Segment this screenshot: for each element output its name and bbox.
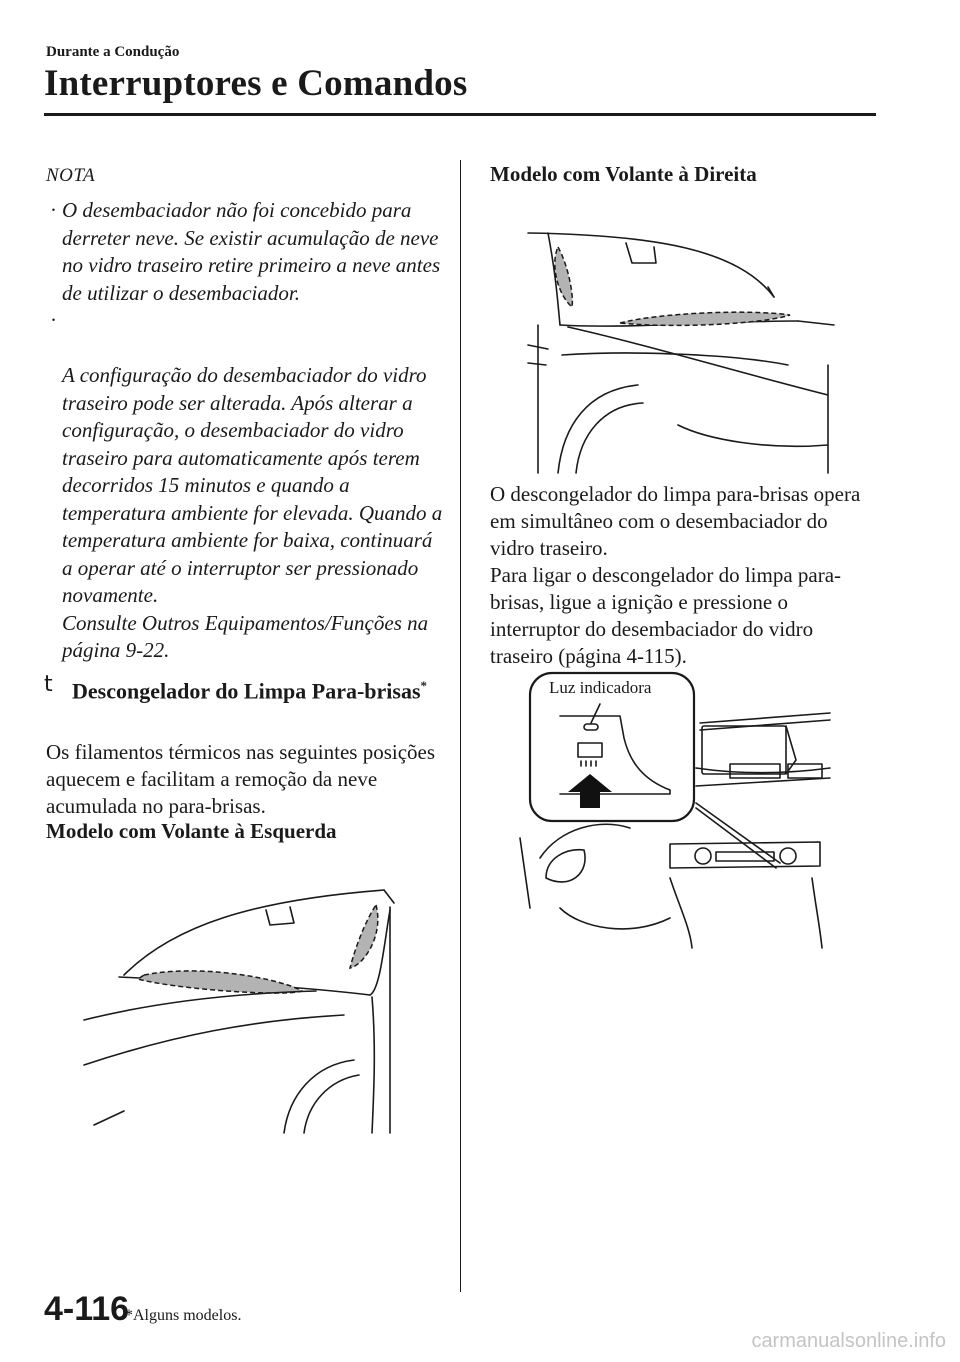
note-label: NOTA bbox=[46, 165, 96, 186]
dashboard-illustration bbox=[520, 668, 840, 948]
intro-paragraph: Os filamentos térmicos nas seguintes posições aquecem e facilitam a remoção da neve acumulada no para-brisas. bbox=[46, 740, 436, 818]
footnote: *Alguns modelos. bbox=[125, 1307, 242, 1324]
footnote-mark: * bbox=[420, 678, 428, 693]
rhd-paragraph: O descongelador do limpa para-brisas opera em simultâneo com o desembaciador do vidro traseiro. Para ligar o descongelador do limpa para-brisas, ligue a ignição e pressione o interruptor do desembaciador do vidro traseiro (página 4-115). bbox=[490, 482, 861, 668]
rhd-windshield-illustration bbox=[528, 225, 848, 475]
lhd-windshield-illustration bbox=[84, 885, 404, 1135]
note-bullet-text: O desembaciador não foi concebido para derreter neve. Se existir acumulação de neve no vidro traseiro retire primeiro a neve antes de utilizar o desembaciador. bbox=[62, 198, 441, 305]
note-bullet-2 bbox=[46, 307, 446, 665]
lhd-label: Modelo com Volante à Esquerda bbox=[46, 819, 337, 843]
subhead-marker: t bbox=[44, 672, 53, 697]
watermark: carmanualsonline.info bbox=[751, 1330, 946, 1352]
column-divider bbox=[460, 160, 461, 1292]
note-bullet-1 bbox=[46, 197, 446, 307]
note-bullet-text: A configuração do desembaciador do vidro traseiro pode ser alterada. Após alterar a configuração, o desembaciador do vidro traseiro para automaticamente após terem decorridos 15 minutos e quando a temperatura ambiente for elevada. Quando a temperatura ambiente for baixa, continuará a operar até o interruptor ser pressionado novamente. Consulte Outros Equipamentos/Funções na página 9-22. bbox=[62, 363, 443, 662]
subheading-text: Descongelador do Limpa Para-brisas bbox=[72, 678, 421, 704]
section-label: Durante a Condução bbox=[46, 44, 180, 60]
subheading bbox=[72, 671, 452, 706]
page-number: 4-116 bbox=[44, 1290, 130, 1328]
bullet-dot: · bbox=[50, 308, 57, 332]
note-bullets bbox=[46, 197, 446, 665]
header-rule bbox=[44, 113, 876, 116]
page-title: Interruptores e Comandos bbox=[44, 63, 468, 104]
bullet-dot: · bbox=[50, 198, 57, 222]
rhd-label: Modelo com Volante à Direita bbox=[490, 162, 757, 186]
callout-label: Luz indicadora bbox=[549, 678, 652, 697]
